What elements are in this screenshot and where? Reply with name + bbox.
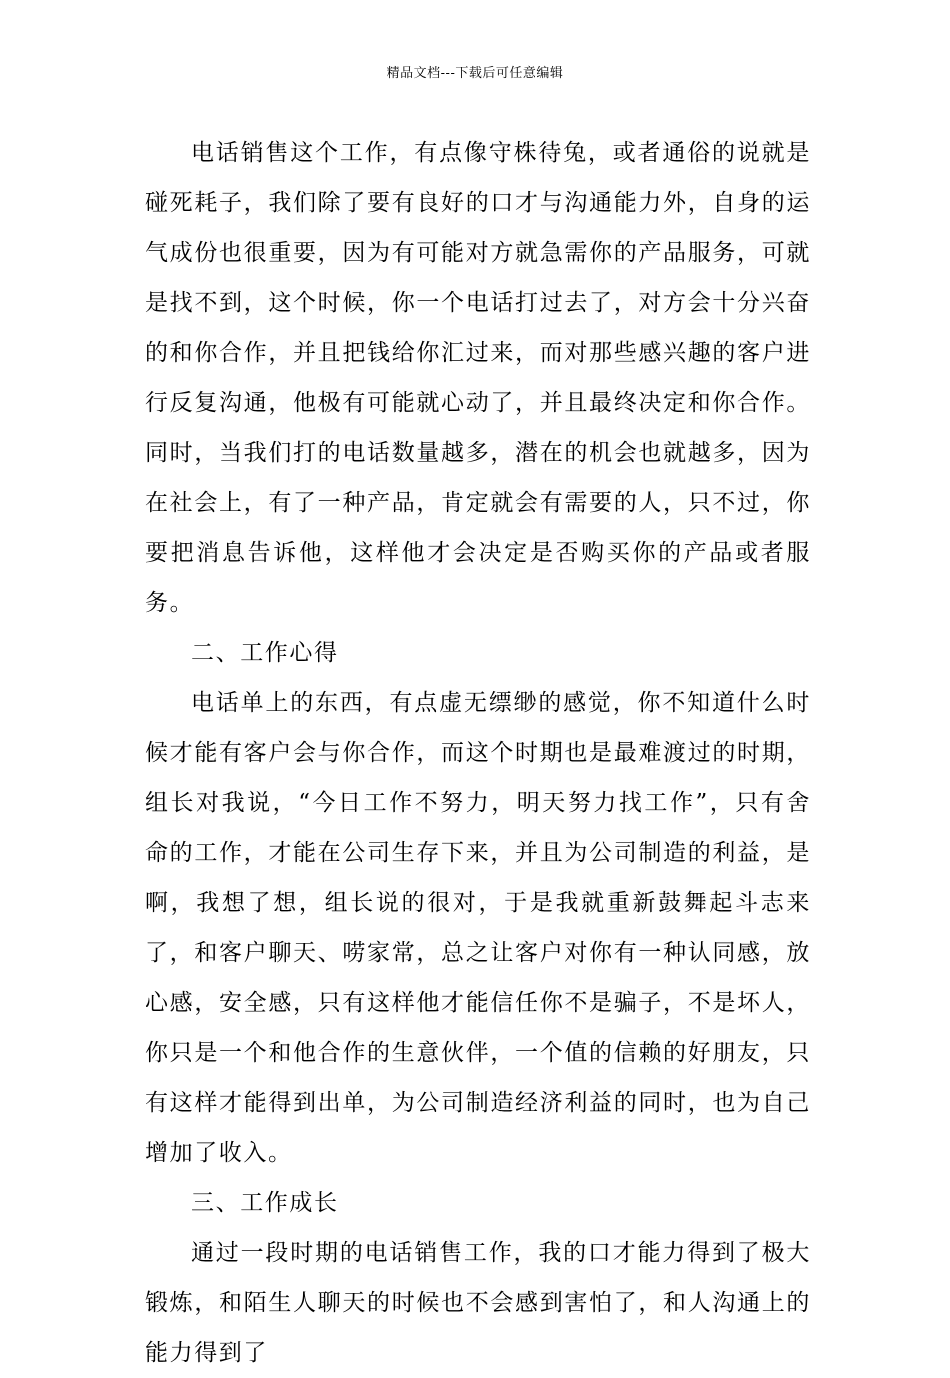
paragraph-1: 电话销售这个工作，有点像守株待兔，或者通俗的说就是碰死耗子，我们除了要有良好的口才与沟通能力外，自身的运气成份也很重要，因为有可能对方就急需你的产品服务，可就是找不到，这个时候，你一个电话打过去了，对方会十分兴奋的和你合作，并且把钱给你汇过来，而对那些感兴趣的客户进行反复沟通，他极有可能就心动了，并且最终决定和你合作。同时，当我们打的电话数量越多，潜在的机会也就越多，因为在社会上，有了一种产品，肯定就会有需要的人，只不过，你要把消息告诉他，这样他才会决定是否购买你的产品或者服务。 (145, 140, 811, 616)
paragraph-2: 电话单上的东西，有点虚无缥缈的感觉，你不知道什么时候才能有客户会与你合作，而这个时期也是最难渡过的时期，组长对我说，“今日工作不努力，明天努力找工作”，只有舍命的工作，才能在公司生存下来，并且为公司制造的利益，是啊，我想了想，组长说的很对，于是我就重新鼓舞起斗志来了，和客户聊天、唠家常，总之让客户对你有一种认同感，放心感，安全感，只有这样他才能信任你不是骗子，不是坏人，你只是一个和他合作的生意伙伴，一个值的信赖的好朋友，只有这样才能得到出单，为公司制造经济利益的同时，也为自己增加了收入。 (145, 690, 811, 1166)
document-body (145, 128, 811, 1378)
page-header: 精品文档---下载后可任意编辑 (386, 66, 564, 81)
section-heading-2: 二、工作心得 (191, 640, 339, 666)
paragraph-3: 通过一段时期的电话销售工作，我的口才能力得到了极大锻炼，和陌生人聊天的时候也不会感到害怕了，和人沟通上的能力得到了 (145, 1240, 811, 1366)
section-heading-3: 三、工作成长 (191, 1190, 339, 1216)
